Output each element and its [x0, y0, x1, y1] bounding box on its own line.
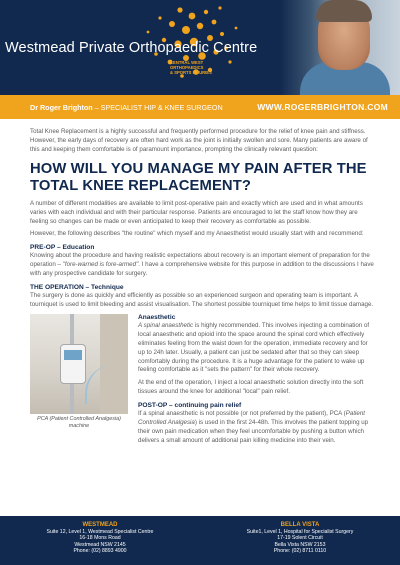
postop-text: If a spinal anaesthetic is not possible (or not preferred by the patient), PCA (Patient Controlled Analgesia) is used in the first 24-48h. This involves the patient topping up their own pain medication when they feel uncomfortable by pushing a button which delivers a small amount of additional pain killing medicine into their vein.: [138, 410, 369, 444]
westmead-title: WESTMEAD: [82, 522, 118, 528]
lower-section: [30, 314, 375, 446]
surgeon-photo: [280, 0, 400, 95]
doctor-bar: [0, 95, 400, 119]
anaesthetic-heading: Anaesthetic: [138, 313, 176, 321]
preop-text: Knowing about the procedure and having realistic expectations about recovery is an important element of preparation for the operation – "fore-warned is fore-armed". I have a comprehensive website for this purpose in addition to the discussions I have with any prospective candidate for surgery.: [30, 252, 374, 278]
modalities-paragraph: A number of different modalities are available to limit post-operative pain and exactly which are used and in what amounts varies with each individual and with their particular response. Patients are encouraged to let the staff know how they are feeling so changes can be made or even anticipated to keep their recovery as comfortable as possible.: [30, 199, 363, 225]
main-content: [30, 124, 375, 446]
anaesthesia-column: [138, 314, 375, 446]
westmead-phone[interactable]: Phone: (02) 8893 4900: [73, 548, 127, 555]
postop-heading: POST-OP – continuing pain relief: [138, 402, 242, 410]
footer: [0, 516, 400, 565]
centre-title: Westmead Private Orthopaedic Centre: [5, 40, 258, 56]
doctor-role: – SPECIALIST HIP & KNEE SURGEON: [92, 102, 223, 112]
operation-text: The surgery is done as quickly and efficiently as possible so an experienced surgeon and operating team is important. A tourniquet is used to limit bleeding and assist visualisation. The shortest possible tourniquet time helps to limit tissue damage.: [30, 292, 374, 308]
website-link[interactable]: WWW.ROGERBRIGHTON.COM: [257, 102, 388, 112]
routine-paragraph: However, the following describes "the routine" which myself and my Anaesthetist would usually start with and recommend:: [30, 230, 364, 238]
westmead-address: WESTMEAD Suite 12, Level 1, Westmead Specialist Centre 16-18 Mons Road Westmead NSW 2145 Phone: (02) 8893 4900: [0, 522, 200, 555]
pca-figure: [30, 314, 130, 446]
preop-heading: PRE-OP – Education: [30, 244, 95, 252]
centre-subtitle: CENTRAL WEST ORTHOPAEDICS & SPORTS INJURIES: [170, 60, 212, 75]
intro-paragraph: Total Knee Replacement is a highly successful and frequently performed procedure for the relief of knee pain and stiffness. However, the early days of recovery are often hard work as the joint is initially swollen and sore. Many patients are aware of this and keeping them comfortable is of paramount importance, prompting the clinically relevant question:: [30, 128, 368, 153]
operation-heading: THE OPERATION – Technique: [30, 284, 124, 292]
anaesthetic-text: A spinal anaesthetic is highly recommended. This involves injecting a combination of local anaesthetic and opioid into the space around the spinal cord which effectively eliminates feeling from the waist down for the operation, immediate recovery and for up to 24h later. Usually, a patient can just be sedated after that so they can sleep comfortably during the procedure. It is a huge advantage for the patient to wake up feeling comfortable as it "sets the pattern" for their whole recovery.: [138, 321, 370, 374]
image-caption: PCA (Patient Controlled Analgesia) machine: [37, 415, 121, 429]
pca-machine-image: [30, 314, 128, 414]
doctor-credit: [30, 103, 223, 112]
local-anaesthetic-text: At the end of the operation, I inject a local anaesthetic solution directly into the soft tissues around the knee for additional "local" pain relief.: [138, 379, 364, 396]
main-heading: HOW WILL YOU MANAGE MY PAIN AFTER THE TOTAL KNEE REPLACEMENT?: [30, 160, 367, 194]
bella-vista-title: BELLA VISTA: [280, 522, 320, 528]
header-banner: [0, 0, 400, 95]
bella-vista-phone[interactable]: Phone: (02) 8711 0110: [273, 548, 327, 555]
bella-vista-address: BELLA VISTA Suite1, Level 1, Hospital for Specialist Surgery 17-19 Solent Circuit Bella Vista NSW 2153 Phone: (02) 8711 0110: [200, 522, 400, 555]
doctor-name: Dr Roger Brighton: [30, 102, 93, 112]
